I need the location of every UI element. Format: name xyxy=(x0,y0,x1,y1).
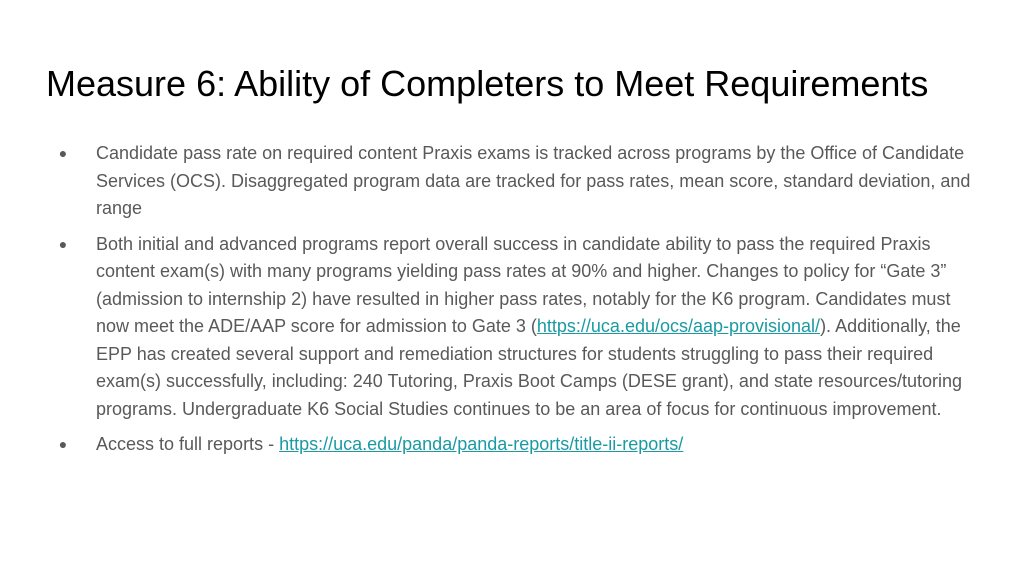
bullet-text-before-link: Access to full reports - xyxy=(96,434,280,454)
bullet-item-program-success xyxy=(56,231,986,424)
aap-provisional-link[interactable]: https://uca.edu/ocs/aap-provisional/ xyxy=(536,316,821,336)
bullet-item-ocs-tracking xyxy=(56,140,986,223)
bullet-dot-icon: ● xyxy=(58,145,68,161)
bullet-text-before-link: Both initial and advanced programs report overall success in candidate ability to pass the required Praxis content exam(s) with many programs yielding pass rates at 90% and higher. Changes to policy for “Gate 3” (admission to internship 2) have resulted in higher pass rates, notably for the K6 program. Candidates must now meet the ADE/AAP score for admission to Gate 3 ( xyxy=(96,233,951,336)
bullet-dot-icon: ● xyxy=(58,436,68,452)
slide-title: Measure 6: Ability of Completers to Meet Requirements xyxy=(46,63,929,104)
bullet-text: Candidate pass rate on required content Praxis exams is tracked across programs by the Office of Candidate Services (OCS). Disaggregated program data are tracked for pass rates, mean score, standard deviation, and range xyxy=(96,143,971,218)
bullet-list xyxy=(56,140,986,467)
bullet-dot-icon: ● xyxy=(58,235,68,252)
bullet-item-full-reports xyxy=(56,431,986,459)
title-ii-reports-link[interactable]: https://uca.edu/panda/panda-reports/title-ii-reports/ xyxy=(279,434,684,454)
bullet-text-after-link: ). Additionally, the EPP has created several support and remediation structures for students struggling to pass their required exam(s) successfully, including: 240 Tutoring, Praxis Boot Camps (DESE grant), and state resources/tutoring programs. Undergraduate K6 Social Studies continues to be an area of focus for continuous improvement. xyxy=(96,316,963,419)
